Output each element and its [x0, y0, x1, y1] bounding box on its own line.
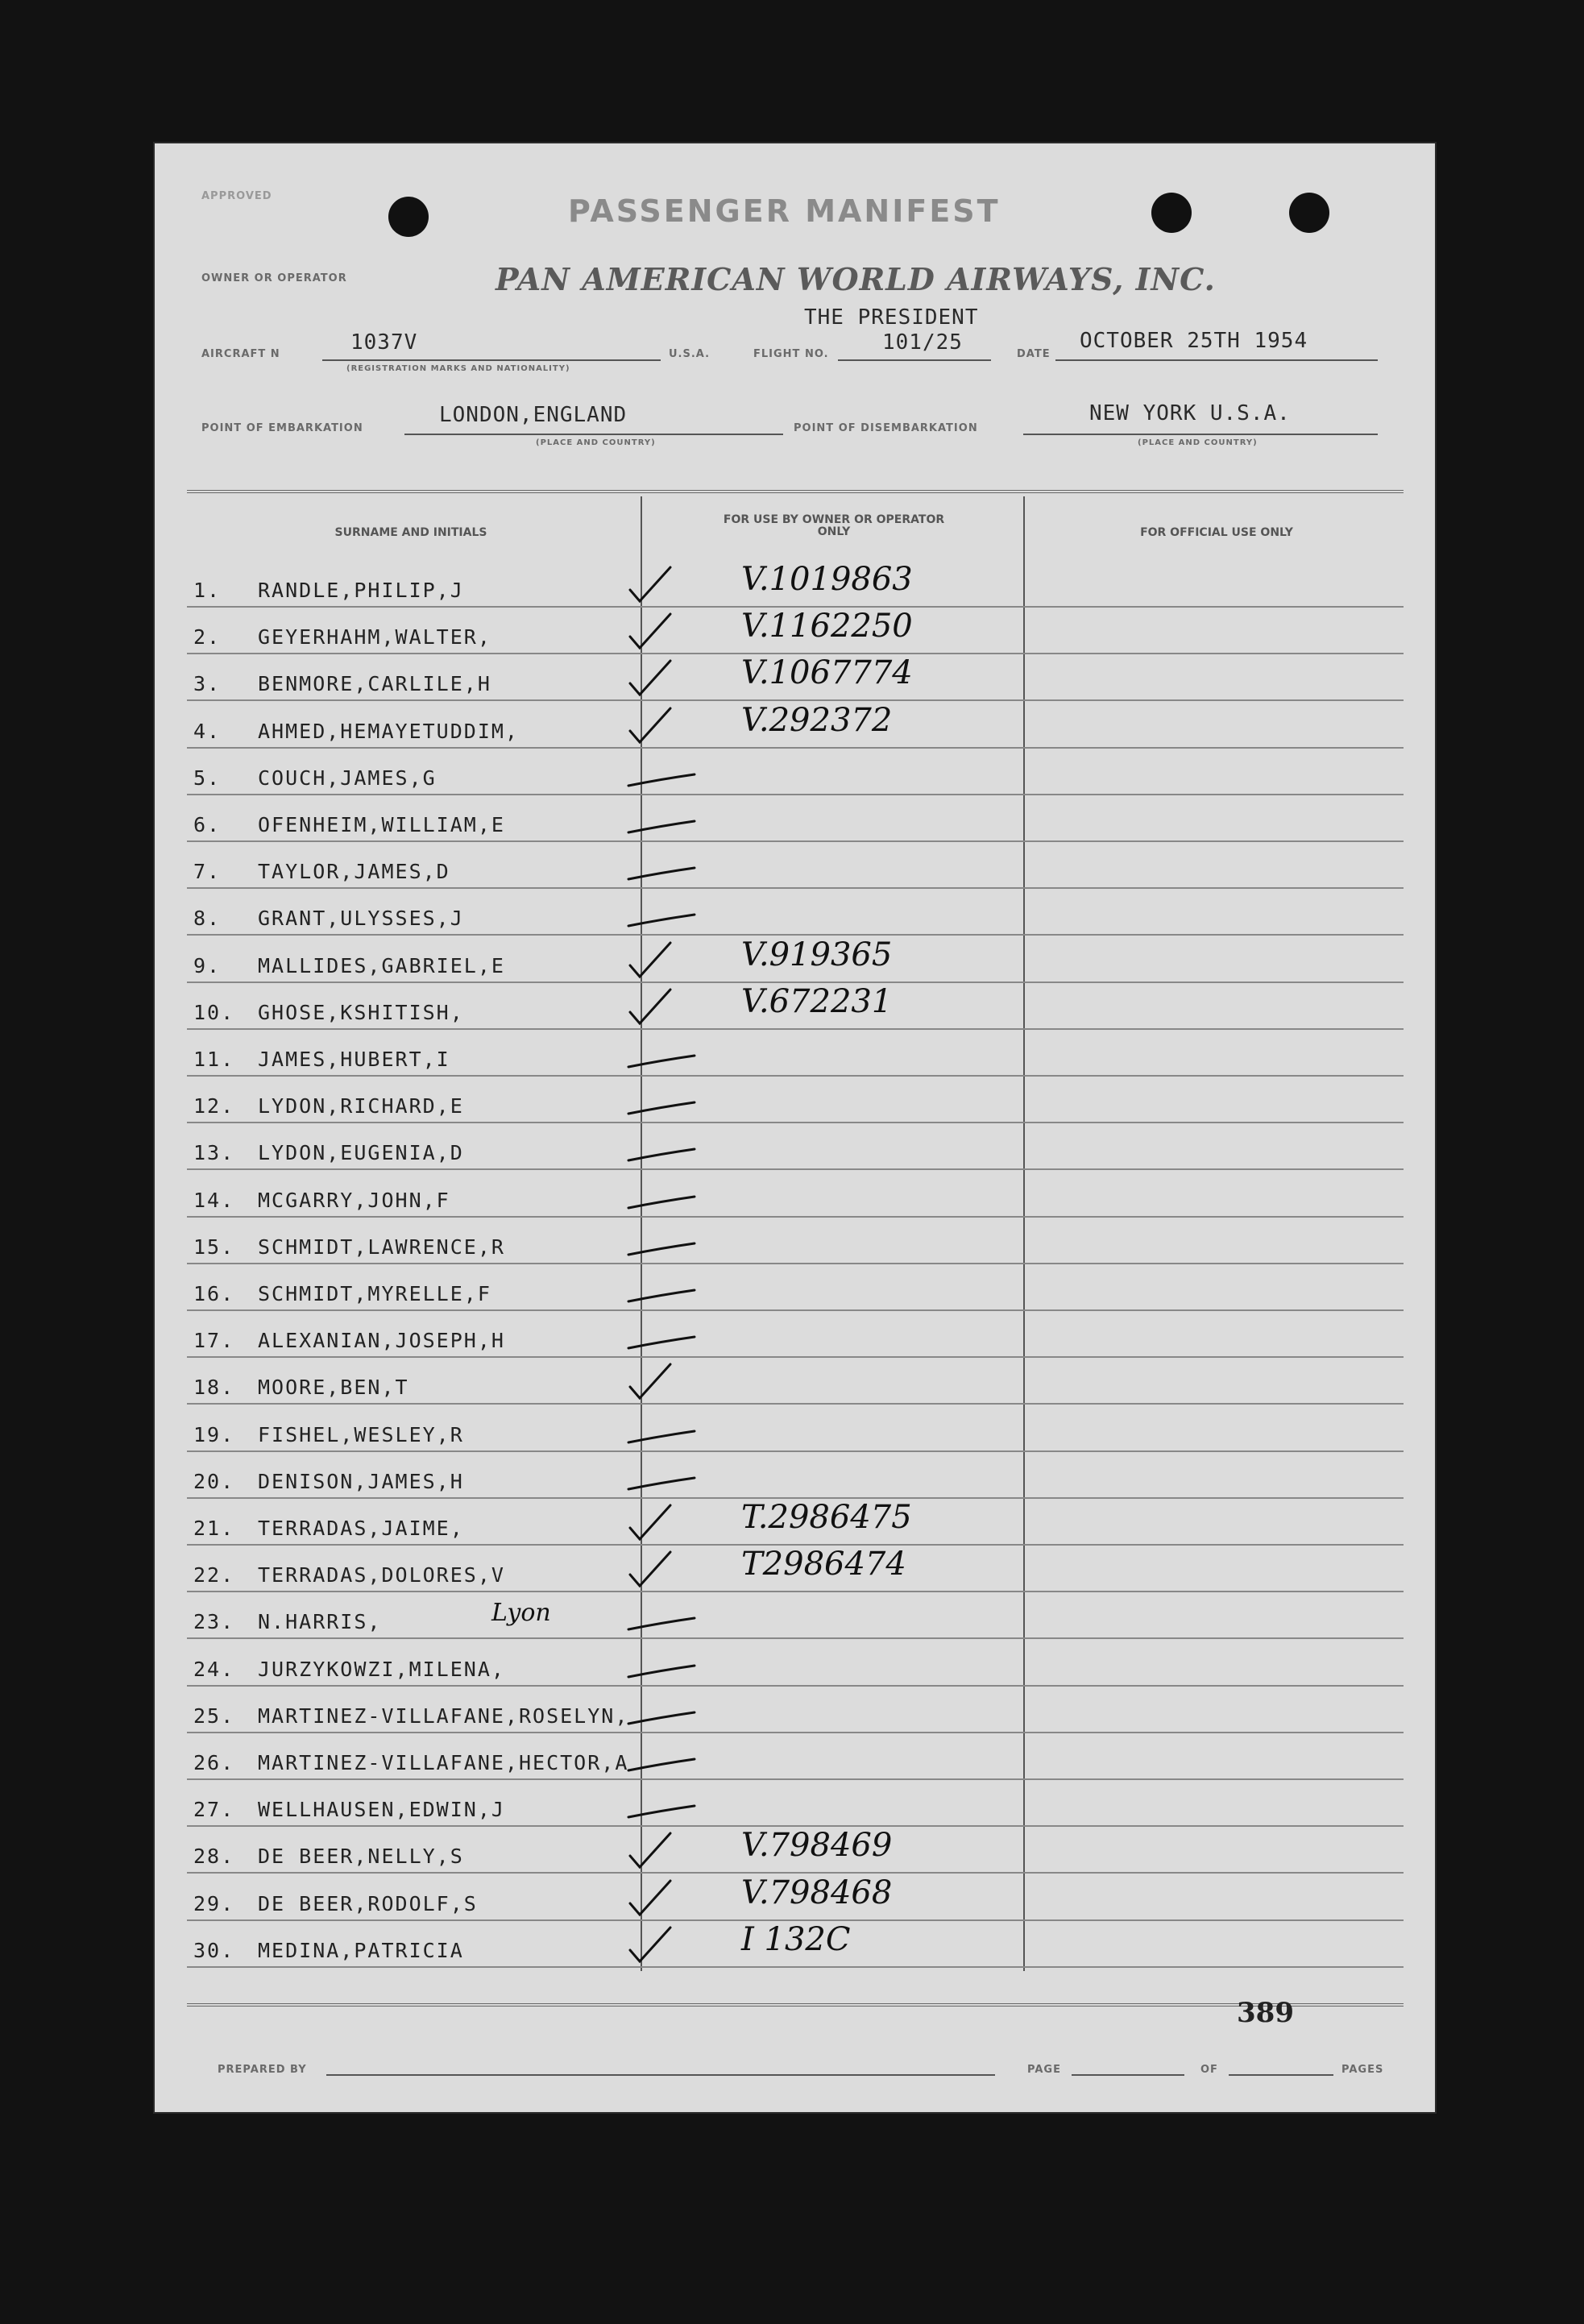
check-mark-icon [620, 1359, 798, 1408]
passenger-name [193, 1376, 409, 1399]
passenger-name-text: LYDON,EUGENIA,D [258, 1141, 464, 1165]
document-title: PASSENGER MANIFEST [568, 193, 1001, 229]
dash-mark-icon [620, 1078, 798, 1127]
document-number-note: V.1162250 [741, 608, 913, 645]
passenger-name-text: JURZYKOWZI,MILENA, [258, 1657, 505, 1681]
passenger-name [193, 1235, 505, 1259]
flight-underline [838, 359, 991, 361]
of-label: OF [1200, 2064, 1218, 2076]
prepared-by-line [326, 2074, 995, 2076]
passenger-name [193, 860, 450, 883]
date-underline [1055, 359, 1378, 361]
passenger-name-text: GHOSE,KSHITISH, [258, 1000, 464, 1024]
disembark-label: POINT OF DISEMBARKATION [794, 422, 978, 434]
passenger-number: 7. [193, 860, 222, 884]
passenger-number: 23. [193, 1610, 235, 1634]
registration-note: (REGISTRATION MARKS AND NATIONALITY) [346, 364, 570, 373]
embark-underline [404, 434, 783, 435]
document-number-note: V.919365 [741, 936, 893, 973]
passenger-name-text: LYDON,RICHARD,E [258, 1094, 464, 1118]
passenger-name-text: DENISON,JAMES,H [258, 1469, 464, 1493]
page-label: PAGE [1027, 2064, 1061, 2076]
passenger-name-text: SCHMIDT,MYRELLE,F [258, 1282, 491, 1305]
passenger-name [193, 1094, 464, 1118]
dash-mark-icon [620, 844, 798, 892]
dash-mark-icon [620, 1782, 798, 1830]
passenger-name-text: N.HARRIS, [258, 1610, 382, 1634]
dash-mark-icon [620, 1125, 798, 1173]
embark-place: LONDON,ENGLAND [439, 403, 628, 427]
passenger-name-text: TAYLOR,JAMES,D [258, 860, 450, 884]
page-stamp: 389 [1237, 1997, 1294, 2029]
passenger-name [193, 766, 437, 790]
disembark-place: NEW YORK U.S.A. [1089, 401, 1291, 425]
passenger-name [193, 1939, 464, 1962]
passenger-name-text: DE BEER,NELLY,S [258, 1845, 464, 1869]
flight-name: THE PRESIDENT [804, 305, 979, 330]
approved-stamp: APPROVED [201, 190, 272, 202]
passenger-number: 1. [193, 579, 222, 602]
dash-mark-icon [620, 1266, 798, 1314]
dash-mark-icon [620, 890, 798, 939]
passenger-number: 13. [193, 1141, 235, 1165]
passenger-name-text: COUCH,JAMES,G [258, 766, 437, 790]
passenger-number: 11. [193, 1048, 235, 1071]
passenger-number: 28. [193, 1845, 235, 1869]
document-number-note: V.292372 [741, 701, 893, 739]
passenger-name [193, 954, 505, 977]
embark-label: POINT OF EMBARKATION [201, 422, 363, 434]
dash-mark-icon [620, 1735, 798, 1783]
passenger-name [193, 579, 464, 602]
passenger-name-text: BENMORE,CARLILE,H [258, 672, 491, 696]
dash-mark-icon [620, 1407, 798, 1455]
passenger-name-text: RANDLE,PHILIP,J [258, 579, 464, 602]
carrier-name: PAN AMERICAN WORLD AIRWAYS, INC. [496, 261, 1216, 297]
passenger-name-text: FISHEL,WESLEY,R [258, 1422, 464, 1446]
embark-note: (PLACE AND COUNTRY) [536, 438, 656, 447]
passenger-name-text: SCHMIDT,LAWRENCE,R [258, 1235, 505, 1259]
passenger-name [193, 907, 464, 930]
punch-hole [388, 197, 429, 237]
passenger-number: 2. [193, 625, 222, 649]
passenger-number: 25. [193, 1704, 235, 1728]
document-number-note: I 132C [741, 1920, 851, 1958]
passenger-name [193, 672, 491, 695]
passenger-number: 6. [193, 813, 222, 836]
passenger-name-text: JAMES,HUBERT,I [258, 1048, 450, 1071]
passenger-number: 12. [193, 1094, 235, 1118]
dash-mark-icon [620, 797, 798, 845]
dash-mark-icon [620, 1313, 798, 1361]
passenger-name [193, 1892, 478, 1915]
passenger-number: 30. [193, 1938, 235, 1962]
flight-number: 101/25 [882, 330, 963, 355]
passenger-name [193, 1610, 381, 1633]
passenger-number: 14. [193, 1188, 235, 1212]
passenger-number: 15. [193, 1235, 235, 1259]
dash-mark-icon [620, 1688, 798, 1737]
passenger-name-text: MARTINEZ-VILLAFANE,HECTOR,A [258, 1751, 629, 1774]
passenger-name [193, 1282, 491, 1305]
manifest-sheet [153, 142, 1437, 2114]
passenger-name [193, 1751, 628, 1774]
passenger-name-text: DE BEER,RODOLF,S [258, 1891, 478, 1915]
column-header-owner: FOR USE BY OWNER OR OPERATOR ONLY [723, 513, 945, 538]
passenger-name [193, 1001, 464, 1024]
usa-label: U.S.A. [669, 348, 711, 360]
passenger-number: 27. [193, 1798, 235, 1822]
passenger-number: 29. [193, 1891, 235, 1915]
column-header-names: SURNAME AND INITIALS [334, 526, 487, 539]
passenger-name [193, 1423, 464, 1446]
document-number-note: V.672231 [741, 982, 893, 1020]
pages-label: PAGES [1341, 2064, 1384, 2076]
passenger-number: 5. [193, 766, 222, 790]
disembark-note: (PLACE AND COUNTRY) [1138, 438, 1258, 447]
passenger-name-text: GEYERHAHM,WALTER, [258, 625, 491, 649]
dash-mark-icon [620, 1641, 798, 1690]
passenger-name [193, 1189, 450, 1212]
passenger-number: 8. [193, 907, 222, 931]
passenger-name [193, 1845, 464, 1868]
manifest-date: OCTOBER 25TH 1954 [1080, 329, 1308, 353]
passenger-name [193, 1563, 505, 1587]
passenger-number: 3. [193, 672, 222, 696]
passenger-name-text: TERRADAS,DOLORES,V [258, 1563, 505, 1587]
of-line [1229, 2074, 1333, 2076]
passenger-name [193, 1658, 505, 1681]
flight-label: FLIGHT NO. [753, 348, 829, 360]
passenger-number: 26. [193, 1751, 235, 1774]
passenger-number: 21. [193, 1517, 235, 1540]
owner-label: OWNER OR OPERATOR [201, 272, 347, 284]
punch-hole [1289, 193, 1329, 233]
document-number-note: T.2986475 [741, 1499, 912, 1536]
passenger-name [193, 720, 519, 743]
passenger-name-text: MALLIDES,GABRIEL,E [258, 953, 505, 977]
passenger-name [193, 813, 505, 836]
passenger-name-text: OFENHEIM,WILLIAM,E [258, 813, 505, 836]
page-line [1072, 2074, 1184, 2076]
passenger-name [193, 1141, 464, 1164]
passenger-name [193, 1517, 464, 1540]
passenger-number: 10. [193, 1000, 235, 1024]
passenger-number: 24. [193, 1657, 235, 1681]
passenger-name [193, 1048, 450, 1071]
passenger-number: 9. [193, 953, 222, 977]
dash-mark-icon [620, 1219, 798, 1268]
document-number-note: T2986474 [741, 1546, 906, 1583]
passenger-number: 19. [193, 1422, 235, 1446]
document-number-note: V.1067774 [741, 654, 913, 692]
column-divider-2 [1023, 496, 1025, 1971]
passenger-number: 22. [193, 1563, 235, 1587]
table-top-rule [187, 490, 1404, 493]
dash-mark-icon [620, 1454, 798, 1502]
passenger-name [193, 1704, 628, 1728]
passenger-name-text: MARTINEZ-VILLAFANE,ROSELYN, [258, 1704, 629, 1728]
passenger-name-text: WELLHAUSEN,EDWIN,J [258, 1798, 505, 1822]
dash-mark-icon [620, 1594, 798, 1642]
passenger-name [193, 1470, 464, 1493]
document-number-note: V.798468 [741, 1874, 893, 1911]
document-number-note: V.798469 [741, 1827, 893, 1865]
passenger-name [193, 1798, 505, 1821]
aircraft-underline [322, 359, 661, 361]
passenger-number: 4. [193, 719, 222, 743]
handwritten-annotation: Lyon [491, 1599, 551, 1628]
passenger-name [193, 1329, 505, 1352]
dash-mark-icon [620, 750, 798, 799]
dash-mark-icon [620, 1031, 798, 1080]
passenger-name-text: MOORE,BEN,T [258, 1376, 409, 1400]
passenger-name-text: MCGARRY,JOHN,F [258, 1188, 450, 1212]
passenger-number: 16. [193, 1282, 235, 1305]
passenger-name-text: ALEXANIAN,JOSEPH,H [258, 1329, 505, 1353]
passenger-name-text: AHMED,HEMAYETUDDIM, [258, 719, 519, 743]
passenger-name-text: GRANT,ULYSSES,J [258, 907, 464, 931]
disembark-underline [1023, 434, 1378, 435]
passenger-number: 18. [193, 1376, 235, 1400]
prepared-by-label: PREPARED BY [218, 2064, 307, 2076]
column-header-official: FOR OFFICIAL USE ONLY [1140, 526, 1293, 539]
date-label: DATE [1017, 348, 1051, 360]
aircraft-number: 1037V [350, 330, 418, 355]
document-number-note: V.1019863 [741, 561, 913, 598]
passenger-name-text: MEDINA,PATRICIA [258, 1938, 464, 1962]
passenger-name [193, 625, 491, 649]
punch-hole [1151, 193, 1192, 233]
table-bottom-rule [187, 2003, 1404, 2007]
dash-mark-icon [620, 1172, 798, 1221]
passenger-number: 17. [193, 1329, 235, 1353]
passenger-number: 20. [193, 1469, 235, 1493]
aircraft-label: AIRCRAFT N [201, 348, 280, 360]
passenger-name-text: TERRADAS,JAIME, [258, 1517, 464, 1540]
